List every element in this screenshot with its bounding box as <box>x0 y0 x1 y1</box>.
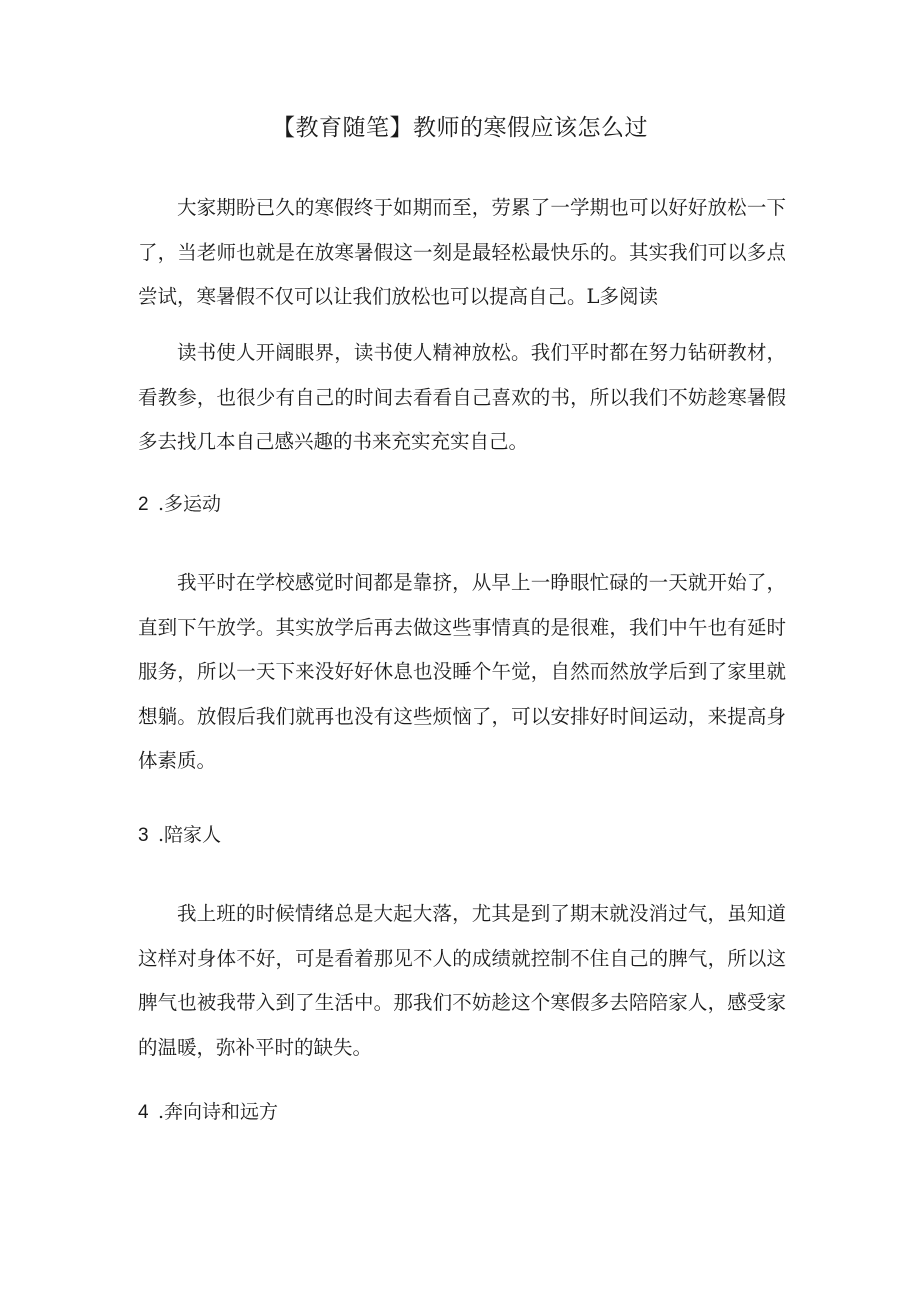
section-label: .陪家人 <box>158 824 222 846</box>
paragraph-reading: 读书使人开阔眼界，读书使人精神放松。我们平时都在努力钻研教材，看教参，也很少有自己的时间去看看自己喜欢的书，所以我们不妨趁寒暑假多去找几本自己感兴趣的书来充实充实自己。 <box>138 341 786 453</box>
section-number: 4 <box>138 1102 149 1123</box>
section-heading-travel <box>138 1097 786 1128</box>
section-label: .多运动 <box>158 493 222 515</box>
section-heading-exercise <box>138 489 786 520</box>
document-title: 【教育随笔】教师的寒假应该怎么过 <box>272 115 648 141</box>
section-heading-family <box>138 820 786 851</box>
section-label: .奔向诗和远方 <box>158 1101 279 1123</box>
section-number: 2 <box>138 494 149 515</box>
section-number: 3 <box>138 825 149 846</box>
paragraph-exercise: 我平时在学校感觉时间都是靠挤，从早上一睁眼忙碌的一天就开始了，直到下午放学。其实放学后再去做这些事情真的是很难，我们中午也有延时服务，所以一天下来没好好休息也没睡个午觉，自然而然放学后到了家里就想躺。放假后我们就再也没有这些烦恼了，可以安排好时间运动，来提高身体素质。 <box>138 571 786 772</box>
paragraph-intro: 大家期盼已久的寒假终于如期而至，劳累了一学期也可以好好放松一下了，当老师也就是在放寒暑假这一刻是最轻松最快乐的。其实我们可以多点尝试，寒暑假不仅可以让我们放松也可以提高自己。L多阅读 <box>138 196 786 308</box>
paragraph-family: 我上班的时候情绪总是大起大落，尤其是到了期末就没消过气，虽知道这样对身体不好，可是看着那见不人的成绩就控制不住自己的脾气，所以这脾气也被我带入到了生活中。那我们不妨趁这个寒假多去陪陪家人，感受家的温暖，弥补平时的缺失。 <box>138 902 786 1059</box>
